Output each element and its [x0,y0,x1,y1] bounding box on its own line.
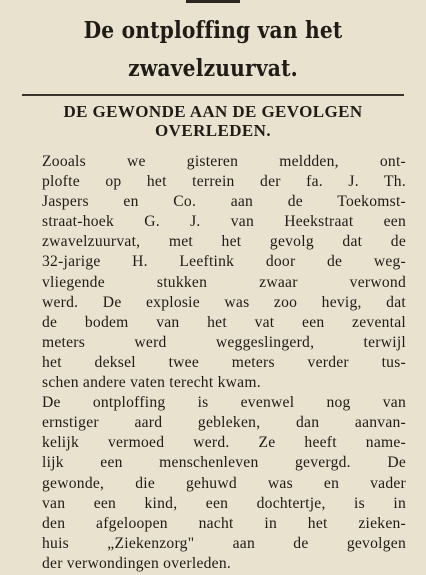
text-line: ernstiger aard gebleken, dan aanvan- [42,414,406,432]
text-line: De ontploffing is evenwel nog van [42,394,406,412]
subheadline [16,102,410,140]
text-line: de bodem van het vat een zevental [42,313,406,331]
subheadline-line: DE GEWONDE AAN DE GEVOLGEN [63,102,363,121]
divider [22,94,404,96]
text-line: zwavelzuurvat, met het gevolg dat de [42,233,406,251]
text-line: huis „Ziekenzorg" aan de gevolgen [42,534,406,552]
text-line: gewonde, die gehuwd was en vader [42,474,406,492]
subheadline-line: OVERLEDEN. [155,121,271,140]
headline-line: De ontploffing van het [83,17,343,44]
top-rule [186,0,240,3]
headline [40,12,387,88]
paragraph [26,152,406,393]
text-line: van een kind, een dochtertje, is in [42,494,406,512]
text-line: meters werd weggeslingerd, terwijl [42,333,406,351]
text-line: straat-hoek G. J. van Heekstraat een [42,213,406,231]
text-line: den afgeloopen nacht in het zieken- [42,514,406,532]
text-line: plofte op het terrein der fa. J. Th. [42,173,406,191]
text-line: der verwondingen overleden. [42,554,232,572]
text-line: 32-jarige H. Leeftink door de weg- [42,253,406,271]
text-line: Jaspers en Co. aan de Toekomst- [42,193,406,211]
text-line: lijk een menschenleven gevergd. De [42,454,406,472]
text-line: werd. De explosie was zoo hevig, dat [42,293,406,311]
paragraph [26,393,406,574]
text-line: kelijk vermoed werd. Ze heeft name- [42,434,406,452]
text-line: schen andere vaten terecht kwam. [42,374,261,392]
text-line: het deksel twee meters verder tus- [42,353,406,371]
headline-line: zwavelzuurvat. [128,55,298,82]
text-line: vliegende stukken zwaar verwond [42,273,406,291]
text-line: Zooals we gisteren meldden, ont- [42,153,406,170]
article-body [26,152,406,574]
